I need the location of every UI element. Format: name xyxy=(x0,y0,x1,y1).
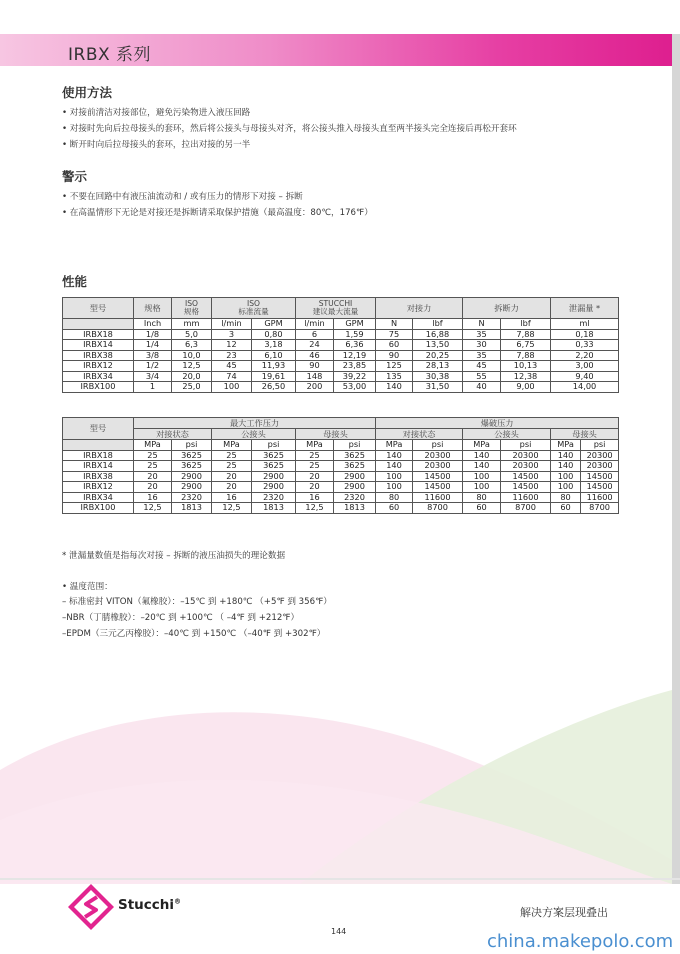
value-cell: 100 xyxy=(376,482,413,493)
value-cell: 9,40 xyxy=(551,371,619,382)
value-cell: 31,50 xyxy=(413,382,463,393)
unit-cell: MPa xyxy=(296,440,334,451)
value-cell: 100 xyxy=(463,471,501,482)
unit-cell: l/min xyxy=(296,319,334,330)
value-cell: 9,00 xyxy=(501,382,551,393)
value-cell: 26,50 xyxy=(252,382,296,393)
value-cell: 20300 xyxy=(413,450,463,461)
temperature-title: • 温度范围： xyxy=(62,582,113,592)
logo-text xyxy=(118,897,181,913)
value-cell: 0,80 xyxy=(252,329,296,340)
value-cell: 3 xyxy=(212,329,252,340)
sub-female: 母接头 xyxy=(551,429,619,440)
value-cell: 1 xyxy=(134,382,172,393)
value-cell: 140 xyxy=(463,461,501,472)
value-cell: 16 xyxy=(134,492,172,503)
value-cell: 6,3 xyxy=(172,340,212,351)
table-row xyxy=(63,340,619,351)
usage-item: • 断开时向后拉母接头的套环，拉出对接的另一半 xyxy=(62,140,251,150)
model-cell: IRBX38 xyxy=(63,471,134,482)
value-cell: 10,0 xyxy=(172,350,212,361)
value-cell: 6,36 xyxy=(334,340,376,351)
value-cell: 3,18 xyxy=(252,340,296,351)
performance-table xyxy=(62,297,619,393)
value-cell: 1/8 xyxy=(134,329,172,340)
unit-cell: psi xyxy=(252,440,296,451)
right-edge-stripe xyxy=(672,34,680,884)
table-row xyxy=(63,329,619,340)
pressure-table-body xyxy=(63,450,619,513)
value-cell: 60 xyxy=(376,340,413,351)
value-cell: 25 xyxy=(134,450,172,461)
value-cell: 14500 xyxy=(501,471,551,482)
group-burst-pressure: 爆破压力 xyxy=(376,418,619,429)
model-cell: IRBX14 xyxy=(63,340,134,351)
col-stucchi-top: STUCCHI xyxy=(318,299,353,308)
value-cell: 12,5 xyxy=(296,503,334,514)
pressure-table xyxy=(62,417,619,514)
leakage-note: * 泄漏量数值是指每次对接 – 拆断的液压油损失的理论数据 xyxy=(62,551,286,561)
col-iso-flow-bottom: 标准流量 xyxy=(238,307,269,316)
value-cell: 148 xyxy=(296,371,334,382)
value-cell: 2900 xyxy=(334,482,376,493)
col-disconnect-force: 拆断力 xyxy=(463,298,551,319)
value-cell: 30 xyxy=(463,340,501,351)
sub-male: 公接头 xyxy=(212,429,296,440)
unit-cell: N xyxy=(463,319,501,330)
value-cell: 0,33 xyxy=(551,340,619,351)
value-cell: 80 xyxy=(551,492,581,503)
stucchi-logo-icon xyxy=(66,882,116,932)
temperature-item: –EPDM（三元乙丙橡胶）：–40℃ 到 +150℃ （–40℉ 到 +302℉） xyxy=(62,629,326,639)
temperature-item: – 标准密封 VITON（氟橡胶）：–15℃ 到 +180℃ （+5℉ 到 356℉） xyxy=(62,597,332,607)
value-cell: 11600 xyxy=(413,492,463,503)
footer-divider xyxy=(0,878,680,880)
value-cell: 75 xyxy=(376,329,413,340)
value-cell: 80 xyxy=(376,492,413,503)
value-cell: 3625 xyxy=(252,461,296,472)
col-leakage: 泄漏量 * xyxy=(551,298,619,319)
value-cell: 0,18 xyxy=(551,329,619,340)
value-cell: 7,88 xyxy=(501,329,551,340)
value-cell: 35 xyxy=(463,329,501,340)
unit-cell: N xyxy=(376,319,413,330)
model-cell: IRBX34 xyxy=(63,492,134,503)
unit-cell: lbf xyxy=(501,319,551,330)
unit-cell: mm xyxy=(172,319,212,330)
sub-connected: 对接状态 xyxy=(376,429,463,440)
value-cell: 7,88 xyxy=(501,350,551,361)
value-cell: 100 xyxy=(551,482,581,493)
col-model: 型号 xyxy=(63,298,134,319)
table-row xyxy=(63,503,619,514)
value-cell: 90 xyxy=(376,350,413,361)
col-stucchi-flow xyxy=(296,298,376,319)
value-cell: 25 xyxy=(134,461,172,472)
value-cell: 25,0 xyxy=(172,382,212,393)
value-cell: 11,93 xyxy=(252,361,296,372)
col-stucchi-bottom: 建议最大流量 xyxy=(312,307,359,316)
value-cell: 20 xyxy=(134,471,172,482)
sub-connected: 对接状态 xyxy=(134,429,212,440)
table-row xyxy=(63,471,619,482)
value-cell: 3/4 xyxy=(134,371,172,382)
col-iso-size-top: ISO xyxy=(184,299,199,308)
model-cell: IRBX100 xyxy=(63,503,134,514)
value-cell: 1,59 xyxy=(334,329,376,340)
usage-title: 使用方法 xyxy=(62,85,113,100)
value-cell: 13,50 xyxy=(413,340,463,351)
pressure-sub-row xyxy=(63,429,619,440)
unit-cell-blank xyxy=(63,319,134,330)
table-row xyxy=(63,461,619,472)
performance-table-body xyxy=(63,329,619,392)
value-cell: 20,0 xyxy=(172,371,212,382)
value-cell: 6 xyxy=(296,329,334,340)
value-cell: 2900 xyxy=(252,482,296,493)
value-cell: 20300 xyxy=(501,450,551,461)
unit-cell: MPa xyxy=(212,440,252,451)
sub-male: 公接头 xyxy=(463,429,551,440)
model-cell: IRBX38 xyxy=(63,350,134,361)
unit-cell: psi xyxy=(334,440,376,451)
unit-cell: lbf xyxy=(413,319,463,330)
value-cell: 74 xyxy=(212,371,252,382)
value-cell: 20 xyxy=(296,482,334,493)
unit-cell: GPM xyxy=(334,319,376,330)
usage-item: • 对接前清洁对接部位，避免污染物进入液压回路 xyxy=(62,108,251,118)
value-cell: 24 xyxy=(296,340,334,351)
value-cell: 140 xyxy=(376,461,413,472)
col-iso-flow xyxy=(212,298,296,319)
unit-cell: Inch xyxy=(134,319,172,330)
col-model: 型号 xyxy=(63,418,134,440)
value-cell: 2900 xyxy=(172,482,212,493)
value-cell: 1813 xyxy=(252,503,296,514)
value-cell: 125 xyxy=(376,361,413,372)
value-cell: 20 xyxy=(212,471,252,482)
table-row xyxy=(63,382,619,393)
model-cell: IRBX12 xyxy=(63,482,134,493)
unit-cell: GPM xyxy=(252,319,296,330)
value-cell: 20300 xyxy=(581,450,619,461)
value-cell: 19,61 xyxy=(252,371,296,382)
unit-cell-blank xyxy=(63,440,134,451)
model-cell: IRBX18 xyxy=(63,329,134,340)
value-cell: 2320 xyxy=(252,492,296,503)
value-cell: 20 xyxy=(296,471,334,482)
table-row xyxy=(63,361,619,372)
value-cell: 25 xyxy=(296,450,334,461)
col-iso-size-bottom: 规格 xyxy=(183,307,200,316)
slogan: 解决方案层现叠出 xyxy=(520,906,608,919)
value-cell: 16,88 xyxy=(413,329,463,340)
value-cell: 135 xyxy=(376,371,413,382)
value-cell: 140 xyxy=(551,461,581,472)
value-cell: 3625 xyxy=(334,461,376,472)
value-cell: 3625 xyxy=(252,450,296,461)
value-cell: 3/8 xyxy=(134,350,172,361)
value-cell: 12,19 xyxy=(334,350,376,361)
value-cell: 1813 xyxy=(334,503,376,514)
value-cell: 12,5 xyxy=(134,503,172,514)
value-cell: 5,0 xyxy=(172,329,212,340)
col-size: 规格 xyxy=(134,298,172,319)
value-cell: 100 xyxy=(463,482,501,493)
value-cell: 140 xyxy=(463,450,501,461)
unit-cell: MPa xyxy=(376,440,413,451)
unit-cell: l/min xyxy=(212,319,252,330)
value-cell: 6,75 xyxy=(501,340,551,351)
value-cell: 20 xyxy=(134,482,172,493)
performance-title: 性能 xyxy=(62,274,88,289)
value-cell: 16 xyxy=(212,492,252,503)
value-cell: 14500 xyxy=(581,471,619,482)
unit-cell: MPa xyxy=(134,440,172,451)
col-connect-force: 对接力 xyxy=(376,298,463,319)
pressure-group-row xyxy=(63,418,619,429)
value-cell: 80 xyxy=(463,492,501,503)
table-unit-row xyxy=(63,319,619,330)
value-cell: 14500 xyxy=(413,471,463,482)
table-row xyxy=(63,450,619,461)
usage-item: • 对接时先向后拉母接头的套环，然后将公接头与母接头对齐，将公接头推入母接头直至两半接头完全连接后再松开套环 xyxy=(62,124,517,134)
page-number: 144 xyxy=(331,927,347,936)
value-cell: 20,25 xyxy=(413,350,463,361)
value-cell: 2,20 xyxy=(551,350,619,361)
value-cell: 6,10 xyxy=(252,350,296,361)
value-cell: 55 xyxy=(463,371,501,382)
value-cell: 2320 xyxy=(334,492,376,503)
value-cell: 1813 xyxy=(172,503,212,514)
value-cell: 20 xyxy=(212,482,252,493)
value-cell: 2900 xyxy=(334,471,376,482)
value-cell: 8700 xyxy=(501,503,551,514)
value-cell: 140 xyxy=(376,382,413,393)
value-cell: 12,38 xyxy=(501,371,551,382)
value-cell: 28,13 xyxy=(413,361,463,372)
value-cell: 2900 xyxy=(252,471,296,482)
warning-item: • 在高温情形下无论是对接还是拆断请采取保护措施（最高温度：80℃，176℉） xyxy=(62,208,373,218)
value-cell: 20300 xyxy=(581,461,619,472)
warning-title: 警示 xyxy=(62,169,88,184)
value-cell: 60 xyxy=(463,503,501,514)
value-cell: 46 xyxy=(296,350,334,361)
col-iso-size xyxy=(172,298,212,319)
value-cell: 39,22 xyxy=(334,371,376,382)
value-cell: 23 xyxy=(212,350,252,361)
watermark: china.makepolo.com xyxy=(487,931,674,952)
value-cell: 90 xyxy=(296,361,334,372)
value-cell: 25 xyxy=(296,461,334,472)
model-cell: IRBX12 xyxy=(63,361,134,372)
group-max-working-pressure: 最大工作压力 xyxy=(134,418,376,429)
value-cell: 12 xyxy=(212,340,252,351)
value-cell: 16 xyxy=(296,492,334,503)
value-cell: 11600 xyxy=(581,492,619,503)
value-cell: 14500 xyxy=(413,482,463,493)
table-row xyxy=(63,482,619,493)
model-cell: IRBX14 xyxy=(63,461,134,472)
model-cell: IRBX100 xyxy=(63,382,134,393)
sub-female: 母接头 xyxy=(296,429,376,440)
value-cell: 3625 xyxy=(334,450,376,461)
value-cell: 53,00 xyxy=(334,382,376,393)
table-row xyxy=(63,350,619,361)
value-cell: 25 xyxy=(212,461,252,472)
value-cell: 1/4 xyxy=(134,340,172,351)
value-cell: 8700 xyxy=(581,503,619,514)
value-cell: 100 xyxy=(376,471,413,482)
value-cell: 12,5 xyxy=(172,361,212,372)
table-row xyxy=(63,371,619,382)
value-cell: 140 xyxy=(551,450,581,461)
value-cell: 11600 xyxy=(501,492,551,503)
logo-wordmark: Stucchi xyxy=(118,897,175,913)
value-cell: 12,5 xyxy=(212,503,252,514)
value-cell: 3625 xyxy=(172,450,212,461)
col-iso-flow-top: ISO xyxy=(246,299,261,308)
unit-cell: psi xyxy=(172,440,212,451)
value-cell: 20300 xyxy=(413,461,463,472)
value-cell: 200 xyxy=(296,382,334,393)
value-cell: 45 xyxy=(463,361,501,372)
unit-cell: MPa xyxy=(463,440,501,451)
value-cell: 40 xyxy=(463,382,501,393)
unit-cell: psi xyxy=(581,440,619,451)
value-cell: 25 xyxy=(212,450,252,461)
logo-registered-mark: ® xyxy=(174,897,182,906)
pressure-unit-row xyxy=(63,440,619,451)
unit-cell: psi xyxy=(501,440,551,451)
value-cell: 14500 xyxy=(581,482,619,493)
unit-cell: ml xyxy=(551,319,619,330)
value-cell: 3,00 xyxy=(551,361,619,372)
value-cell: 100 xyxy=(551,471,581,482)
value-cell: 3625 xyxy=(172,461,212,472)
value-cell: 1/2 xyxy=(134,361,172,372)
value-cell: 60 xyxy=(551,503,581,514)
value-cell: 35 xyxy=(463,350,501,361)
value-cell: 2900 xyxy=(172,471,212,482)
model-cell: IRBX18 xyxy=(63,450,134,461)
warning-item: • 不要在回路中有液压油流动和 / 或有压力的情形下对接 – 拆断 xyxy=(62,192,303,202)
temperature-item: –NBR（丁腈橡胶）：–20℃ 到 +100℃ （ –4℉ 到 +212℉） xyxy=(62,613,300,623)
table-row xyxy=(63,492,619,503)
value-cell: 10,13 xyxy=(501,361,551,372)
value-cell: 60 xyxy=(376,503,413,514)
value-cell: 45 xyxy=(212,361,252,372)
value-cell: 14,00 xyxy=(551,382,619,393)
value-cell: 100 xyxy=(212,382,252,393)
value-cell: 23,85 xyxy=(334,361,376,372)
value-cell: 20300 xyxy=(501,461,551,472)
value-cell: 30,38 xyxy=(413,371,463,382)
value-cell: 140 xyxy=(376,450,413,461)
value-cell: 14500 xyxy=(501,482,551,493)
value-cell: 8700 xyxy=(413,503,463,514)
unit-cell: psi xyxy=(413,440,463,451)
unit-cell: MPa xyxy=(551,440,581,451)
value-cell: 2320 xyxy=(172,492,212,503)
table-header-row xyxy=(63,298,619,319)
page-title: IRBX 系列 xyxy=(68,45,152,65)
model-cell: IRBX34 xyxy=(63,371,134,382)
